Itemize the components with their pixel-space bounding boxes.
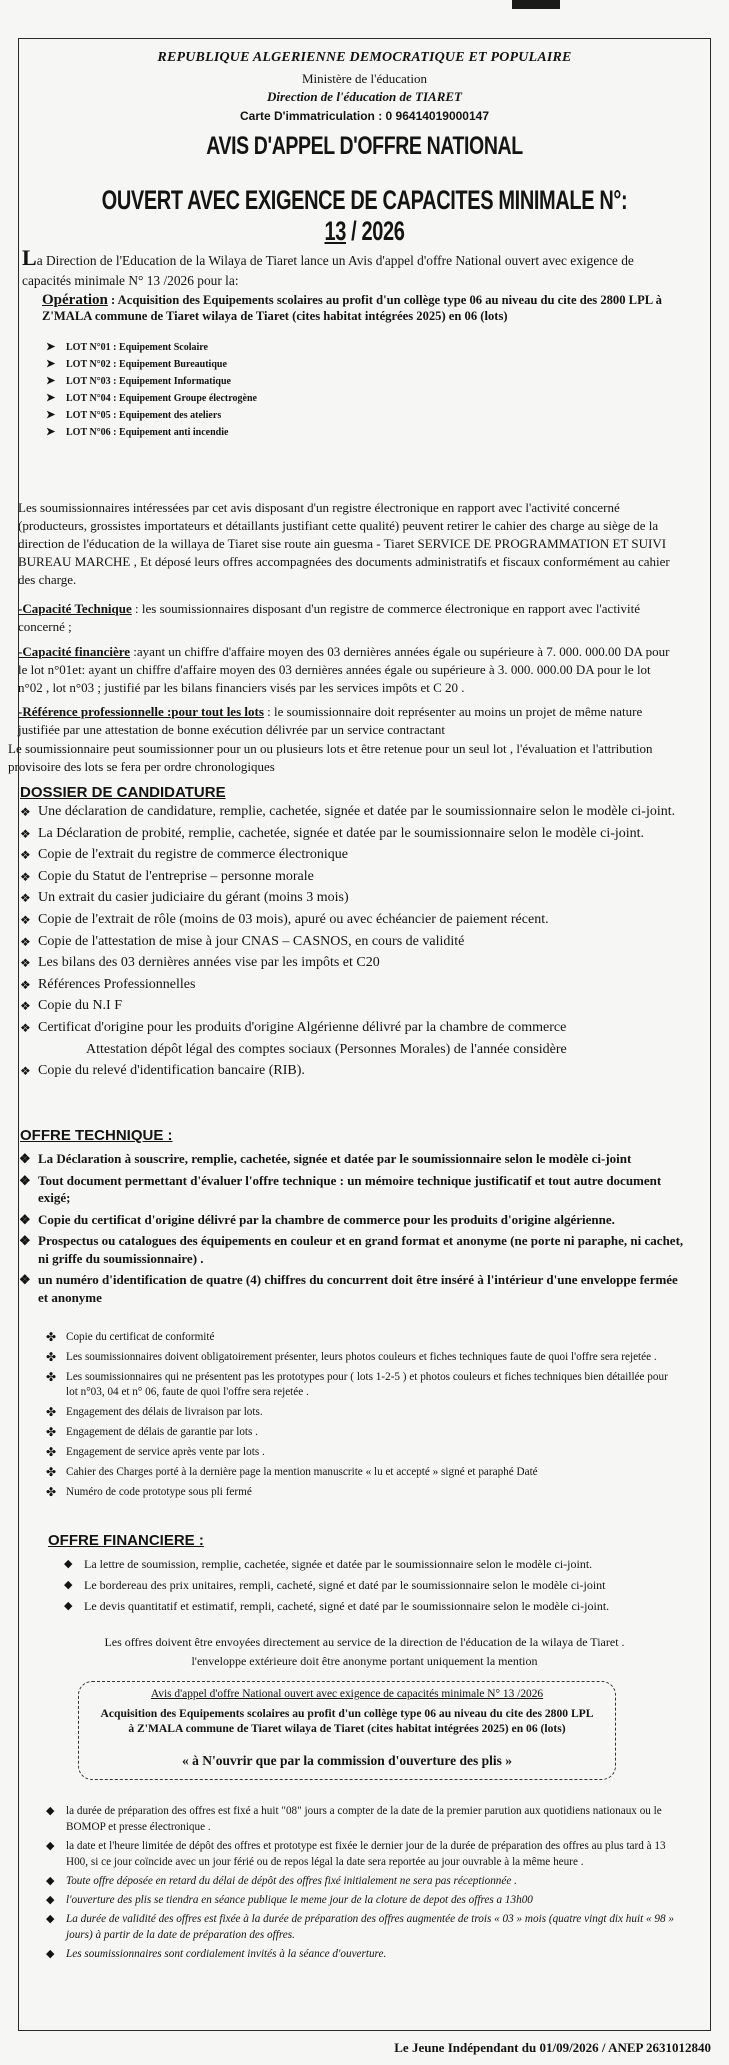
star-bullet-icon: ❖ bbox=[19, 1211, 31, 1227]
list-item: ✤ Les soumissionnaires qui ne présentent pas les prototypes pour ( lots 1-2-5 ) et photos couleurs et fiches techniques bien détaillée pour lot n°03, 04 et n° 06, faute de quoi l'offre sera rejetée . bbox=[46, 1370, 668, 1398]
list-item: ❖ Copie du N.I F bbox=[16, 997, 688, 1015]
top-black-bar bbox=[512, 0, 560, 9]
operation-label: Opération bbox=[42, 292, 108, 308]
diamond-bullet-icon: ❖ bbox=[20, 999, 31, 1014]
star-bullet-icon: ✤ bbox=[46, 1370, 57, 1384]
offre-technique-title: OFFRE TECHNIQUE : bbox=[20, 1127, 173, 1144]
intro-initial: L bbox=[22, 245, 37, 270]
offre-financiere-list bbox=[64, 1556, 676, 1619]
soumission-lots-paragraph: Le soumissionnaire peut soumissionner pour un ou plusieurs lots et être retenue pour un seul lot , l'évaluation et l'attribution provisoire des lots se fera per ordre chronologiques bbox=[8, 741, 653, 774]
arrow-icon: ➤ bbox=[46, 409, 56, 421]
soumissionnaires-paragraph: Les soumissionnaires intéressées par cet avis disposant d'un registre électronique en rapport avec l'activité concerné (producteurs, grossistes importateurs et détaillants justifiant cette qualité) peuvent retirer le cahier des charge au siège de la direction de l'éducation de la willaya de Tiaret sise route ain guesma - Tiaret SERVICE DE PROGRAMMATION ET SUIVI BUREAU MARCHE , Et déposé leurs offres accompagnées des documents administratifs et fiscaux conformément au cahier des charge. bbox=[18, 500, 670, 587]
diamond-bullet-icon: ❖ bbox=[20, 1064, 31, 1079]
diamond-bullet-icon: ❖ bbox=[20, 869, 31, 884]
list-item: ❖ Une déclaration de candidature, remplie, cachetée, signée et datée par le soumissionnaire selon le modèle ci-joint. bbox=[16, 803, 688, 821]
diamond-bullet-icon: ◆ bbox=[46, 1805, 55, 1817]
list-item: ✤ Engagement des délais de livraison par lots. bbox=[46, 1405, 263, 1419]
list-item: ➤ LOT N°05 : Equipement des ateliers bbox=[46, 407, 257, 424]
diamond-bullet-icon: ❖ bbox=[20, 826, 31, 841]
list-item: ✤ Cahier des Charges porté à la dernière page la mention manuscrite « lu et accepté » signé et paraphé Daté bbox=[46, 1465, 538, 1479]
carte-immatriculation: Carte D'immatriculation : 0 96414019000147 bbox=[240, 109, 489, 123]
star-bullet-icon: ✤ bbox=[46, 1330, 57, 1344]
list-item: ➤ LOT N°01 : Equipement Scolaire bbox=[46, 339, 257, 356]
list-item: ◆ La durée de validité des offres est fixée à la durée de préparation des offres augmentée de trois « 03 » mois (quatre vingt dix huit « 98 » jours) à partir de la date de préparation des offres. bbox=[46, 1913, 674, 1941]
list-item: ❖ Les bilans des 03 dernières années vise par les impôts et C20 bbox=[16, 954, 688, 972]
diamond-bullet-icon: ❖ bbox=[20, 912, 31, 927]
list-item: ❖ Références Professionnelles bbox=[16, 976, 688, 994]
diamond-bullet-icon: ◆ bbox=[46, 1894, 55, 1906]
list-item: ❖ Copie de l'extrait du registre de commerce électronique bbox=[16, 846, 688, 864]
list-item: ❖ Copie du certificat d'origine délivré par la chambre de commerce pour les produits d'origine algérienne. bbox=[19, 1211, 615, 1227]
diamond-bullet-icon: ◆ bbox=[64, 1558, 73, 1570]
diamond-bullet-icon: ❖ bbox=[20, 891, 31, 906]
list-item: ✤ Engagement de service après vente par lots . bbox=[46, 1445, 265, 1459]
reference-professionnelle: -Référence professionnelle :pour tout les lots : le soumissionnaire doit représenter au moins un projet de même nature justifiée par une attestation de bonne exécution délivrée par un service contractant bbox=[18, 704, 643, 737]
offre-technique-list bbox=[16, 1150, 688, 1310]
dossier-list bbox=[16, 803, 688, 1084]
star-bullet-icon: ✤ bbox=[46, 1350, 57, 1364]
arrow-icon: ➤ bbox=[46, 358, 56, 370]
list-item: ◆ l'ouverture des plis se tiendra en séance publique le meme jour de la cloture de depot des offres a 13h00 bbox=[46, 1894, 533, 1906]
capacite-financiere: -Capacité financière :ayant un chiffre d'affaire moyen des 03 dernières années égale ou supérieure à 7. 000. 000.00 DA pour le lot n°01et: ayant un chiffre d'affaire moyen des 03 dernières années égale ou supérieure à 3. 000. 000.00 DA pour le lot n°02 , lot n°03 ; justifié par les bilans financiers visés par les services impôts et C 20 . bbox=[18, 644, 670, 695]
arrow-icon: ➤ bbox=[46, 341, 56, 353]
diamond-bullet-icon: ◆ bbox=[64, 1579, 73, 1591]
list-item: ◆ la durée de préparation des offres est fixé a huit "08" jours a compter de la date de la premier parution aux quotidiens nationaux ou le BOMOP et presse électronique . bbox=[46, 1805, 662, 1833]
list-item: ❖ un numéro d'identification de quatre (4) chiffres du concurrent doit être inséré à l'intérieur d'une enveloppe fermée et anonyme bbox=[19, 1272, 678, 1305]
list-item: ➤ LOT N°02 : Equipement Bureautique bbox=[46, 356, 257, 373]
star-bullet-icon: ✤ bbox=[46, 1445, 57, 1459]
list-item: Attestation dépôt légal des comptes sociaux (Personnes Morales) de l'année considère bbox=[86, 1041, 567, 1057]
list-item: ✤ Engagement de délais de garantie par lots . bbox=[46, 1425, 258, 1439]
list-item: ◆ Les soumissionnaires sont cordialement invités à la séance d'ouverture. bbox=[46, 1948, 387, 1960]
list-item: ❖ Certificat d'origine pour les produits d'origine Algérienne délivré par la chambre de commerce bbox=[16, 1019, 688, 1037]
diamond-bullet-icon: ◆ bbox=[46, 1875, 55, 1887]
star-bullet-icon: ❖ bbox=[19, 1172, 31, 1188]
notice-subtitle bbox=[95, 185, 634, 247]
star-bullet-icon: ❖ bbox=[19, 1233, 31, 1248]
star-bullet-icon: ✤ bbox=[46, 1425, 57, 1439]
list-item: ➤ LOT N°03 : Equipement Informatique bbox=[46, 373, 257, 390]
lots-list bbox=[46, 339, 257, 441]
diamond-bullet-icon: ❖ bbox=[20, 934, 31, 949]
star-bullet-icon: ✤ bbox=[46, 1405, 57, 1419]
arrow-icon: ➤ bbox=[46, 375, 56, 387]
list-item: ❖ Copie du Statut de l'entreprise – personne morale bbox=[16, 868, 688, 886]
list-item: ◆ Le bordereau des prix unitaires, rempli, cacheté, signé et daté par le soumissionnaire selon le modèle ci-joint bbox=[64, 1578, 606, 1592]
list-item: ✤ Numéro de code prototype sous pli fermé bbox=[46, 1485, 252, 1499]
notice-title: AVIS D'APPEL D'OFFRE NATIONAL bbox=[206, 132, 523, 160]
arrow-icon: ➤ bbox=[46, 426, 56, 438]
box-line-1: Avis d'appel d'offre National ouvert avec exigence de capacités minimale N° 13 /2026 bbox=[150, 1688, 544, 1700]
arrow-icon: ➤ bbox=[46, 392, 56, 404]
republic-header: REPUBLIQUE ALGERIENNE DEMOCRATIQUE ET POPULAIRE bbox=[157, 50, 572, 65]
list-item: ◆ Toute offre déposée en retard du délai de dépôt des offres fixé initialement ne sera pas réceptionnée . bbox=[46, 1875, 517, 1887]
offre-technique-more-list bbox=[46, 1330, 676, 1505]
publication-footer: Le Jeune Indépendant du 01/09/2026 / ANEP 2631012840 bbox=[394, 2040, 711, 2055]
star-bullet-icon: ✤ bbox=[46, 1465, 57, 1479]
list-item: ◆ la date et l'heure limitée de dépôt des offres et prototype est fixée le dernier jour de la durée de préparation des offres au plus tard à 13 H00, si ce jour coïncide avec un jour férié ou de repos légal la date sera reportée au jour ouvrable à la même heure . bbox=[46, 1840, 666, 1868]
list-item: ✤ Copie du certificat de conformité bbox=[46, 1330, 215, 1344]
intro-paragraph bbox=[22, 245, 672, 291]
list-item: ❖ La Déclaration à souscrire, remplie, cachetée, signée et datée par le soumissionnaire selon le modèle ci-joint bbox=[19, 1151, 632, 1166]
intro-text: a Direction de l'Education de la Wilaya de Tiaret lance un Avis d'appel d'offre National ouvert avec exigence de capacités minimale N° 13 /2026 pour la: bbox=[22, 253, 634, 288]
list-item: ❖ Un extrait du casier judiciaire du gérant (moins 3 mois) bbox=[16, 889, 688, 907]
ministry-header: Ministère de l'éducation bbox=[301, 71, 428, 86]
final-conditions-list bbox=[46, 1803, 676, 1965]
diamond-bullet-icon: ❖ bbox=[20, 977, 31, 992]
operation-paragraph bbox=[42, 292, 662, 324]
envoi-line-1: Les offres doivent être envoyées directement au service de la direction de l'éducation de la wilaya de Tiaret . bbox=[104, 1635, 625, 1649]
diamond-bullet-icon: ❖ bbox=[20, 956, 31, 971]
offre-financiere-title: OFFRE FINANCIERE : bbox=[48, 1532, 204, 1549]
direction-header: Direction de l'éducation de TIARET bbox=[267, 89, 462, 104]
subtitle-prefix: OUVERT AVEC EXIGENCE DE CAPACITES MINIMALE N°: bbox=[101, 185, 628, 215]
diamond-bullet-icon: ◆ bbox=[46, 1913, 55, 1925]
list-item: ◆ La lettre de soumission, remplie, cachetée, signée et datée par le soumissionnaire selon le modèle ci-joint. bbox=[64, 1557, 593, 1571]
list-item: ➤ LOT N°06 : Equipement anti incendie bbox=[46, 424, 257, 441]
envoi-line-2: l'enveloppe extérieure doit être anonyme portant uniquement la mention bbox=[191, 1654, 538, 1668]
list-item: ❖ La Déclaration de probité, remplie, cachetée, signée et datée par le soumissionnaire selon le modèle ci-joint. bbox=[16, 825, 688, 843]
diamond-bullet-icon: ◆ bbox=[46, 1948, 55, 1960]
list-item: ➤ LOT N°04 : Equipement Groupe électrogène bbox=[46, 390, 257, 407]
diamond-bullet-icon: ❖ bbox=[20, 805, 31, 819]
operation-text: : Acquisition des Equipements scolaires au profit d'un collège type 06 au niveau du cite des 2800 LPL à Z'MALA commune de Tiaret wilaya de Tiaret (cites habitat intégrées 2025) en 06 (lots) bbox=[42, 293, 662, 323]
list-item: ❖ Copie de l'extrait de rôle (moins de 03 mois), apuré ou avec échéancier de paiement récent. bbox=[16, 911, 688, 929]
list-item: ✤ Les soumissionnaires doivent obligatoirement présenter, leurs photos couleurs et fiches techniques faute de quoi l'offre sera rejetée . bbox=[46, 1350, 657, 1364]
box-line-2: Acquisition des Equipements scolaires au profit d'un collège type 06 au niveau du cite des 2800 LPL à Z'MALA commune de Tiaret wilaya de Tiaret (cites habitat intégrées 2025) en 06 (lots) bbox=[100, 1707, 594, 1735]
star-bullet-icon: ✤ bbox=[46, 1485, 57, 1499]
list-item: ❖ Copie de l'attestation de mise à jour CNAS – CASNOS, en cours de validité bbox=[16, 933, 688, 951]
notice-number: 13 bbox=[324, 216, 346, 246]
diamond-bullet-icon: ❖ bbox=[20, 848, 31, 863]
box-line-3: « à N'ouvrir que par la commission d'ouverture des plis » bbox=[181, 1753, 513, 1768]
star-bullet-icon: ❖ bbox=[19, 1151, 31, 1166]
dossier-title: DOSSIER DE CANDIDATURE bbox=[20, 784, 226, 801]
notice-year: / 2026 bbox=[351, 216, 405, 246]
list-item: ◆ Le devis quantitatif et estimatif, rempli, cacheté, signé et daté par le soumissionnaire selon le modèle ci-joint. bbox=[64, 1599, 610, 1613]
list-item: ❖ Prospectus ou catalogues des équipements en couleur et en grand format et anonyme (ne porte ni paraphe, ni cachet, ni griffe du soumissionnaire) . bbox=[19, 1233, 684, 1266]
list-item: ❖ Copie du relevé d'identification bancaire (RIB). bbox=[16, 1062, 688, 1080]
capacite-technique: -Capacité Technique : les soumissionnaires disposant d'un registre de commerce électronique en rapport avec l'activité concerné ; bbox=[18, 601, 641, 634]
star-bullet-icon: ❖ bbox=[19, 1272, 31, 1287]
diamond-bullet-icon: ◆ bbox=[64, 1600, 73, 1612]
diamond-bullet-icon: ❖ bbox=[20, 1020, 31, 1035]
list-item: ❖ Tout document permettant d'évaluer l'offre technique : un mémoire technique justificatif et tout autre document exigé; bbox=[19, 1172, 662, 1205]
diamond-bullet-icon: ◆ bbox=[46, 1840, 55, 1852]
